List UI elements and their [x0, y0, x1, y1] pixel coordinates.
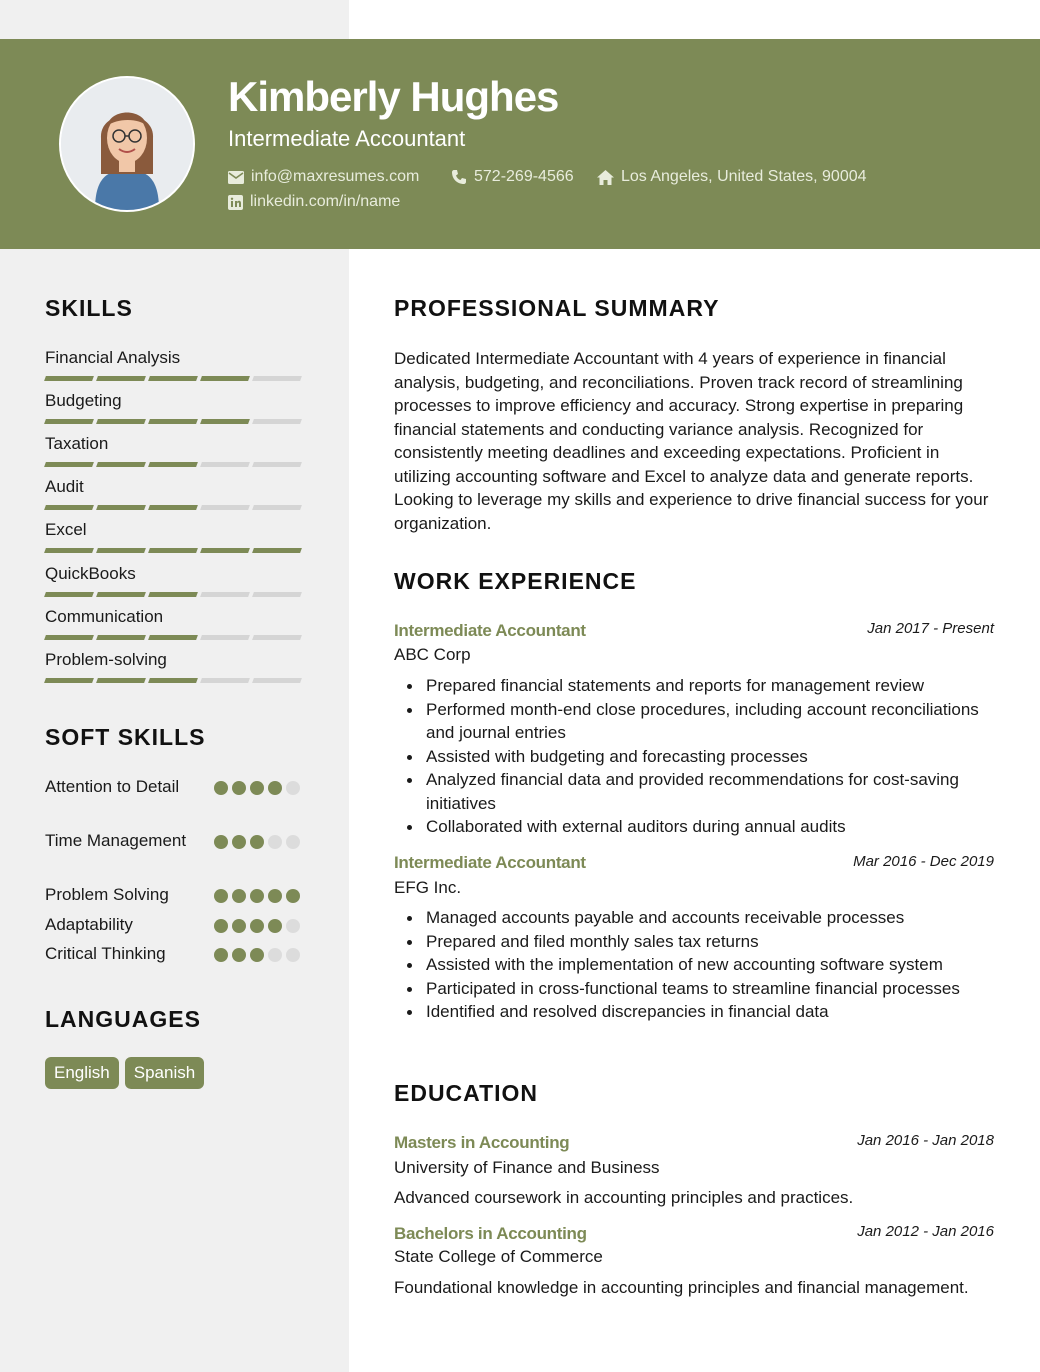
skill-level-segment-filled: [44, 635, 94, 640]
skills-heading: SKILLS: [45, 295, 133, 321]
skill-item: [45, 562, 302, 597]
rating-dot-filled: [268, 919, 282, 933]
skill-level-segment-empty: [252, 592, 302, 597]
skill-level-segment-filled: [44, 376, 94, 381]
skill-level-segment-filled: [44, 419, 94, 424]
skill-level-segment-empty: [200, 505, 250, 510]
edu-description: Advanced coursework in accounting principles and practices.: [394, 1188, 854, 1207]
job-dates: Jan 2017 - Present: [867, 620, 994, 637]
rating-dot-empty: [286, 835, 300, 849]
soft-skill-name: Adaptability: [45, 915, 133, 934]
skill-name: Budgeting: [45, 391, 122, 411]
job-role: Intermediate Accountant: [394, 621, 586, 640]
skill-level-segment-empty: [252, 376, 302, 381]
soft-skills-heading: SOFT SKILLS: [45, 724, 206, 750]
skill-item: [45, 648, 302, 683]
linkedin-icon: [228, 195, 243, 210]
edu-school: State College of Commerce: [394, 1247, 603, 1266]
skill-name: QuickBooks: [45, 563, 136, 583]
skill-level-bar: [45, 376, 302, 381]
skill-level-segment-filled: [148, 548, 198, 553]
job-company: ABC Corp: [394, 645, 471, 664]
phone-icon: [451, 169, 467, 185]
skill-name: Excel: [45, 520, 87, 540]
skill-level-segment-filled: [96, 678, 146, 683]
skill-name: Communication: [45, 606, 164, 626]
skill-level-segment-filled: [252, 548, 302, 553]
resume-header: [0, 39, 1040, 249]
skill-level-segment-filled: [44, 505, 94, 510]
skill-level-segment-empty: [252, 462, 302, 467]
edu-degree: Masters in Accounting: [394, 1133, 570, 1152]
skill-level-segment-filled: [96, 419, 146, 424]
edu-dates: Jan 2016 - Jan 2018: [857, 1132, 994, 1149]
linkedin-text: linkedin.com/in/name: [250, 193, 401, 210]
rating-dot-filled: [232, 889, 246, 903]
skill-level-segment-filled: [96, 592, 146, 597]
skill-level-bar: [45, 462, 302, 467]
candidate-title: Intermediate Accountant: [228, 126, 466, 151]
skill-level-bar: [45, 592, 302, 597]
rating-dot-filled: [214, 781, 228, 795]
skill-level-bar: [45, 505, 302, 510]
skill-name: Problem-solving: [45, 649, 167, 669]
home-icon: [597, 170, 614, 185]
skill-level-segment-filled: [96, 462, 146, 467]
job-bullet: Collaborated with external auditors during annual audits: [394, 815, 994, 839]
envelope-icon: [228, 171, 244, 184]
email-text: info@maxresumes.com: [251, 168, 420, 185]
rating-dot-empty: [286, 919, 300, 933]
skill-item: [45, 605, 302, 640]
soft-skill-rating: [214, 835, 300, 849]
rating-dot-filled: [250, 781, 264, 795]
skill-item: [45, 346, 302, 381]
skill-level-bar: [45, 419, 302, 424]
skill-level-segment-filled: [44, 462, 94, 467]
job-bullet: Identified and resolved discrepancies in financial data: [394, 1000, 994, 1024]
job-role: Intermediate Accountant: [394, 853, 586, 872]
skill-name: Financial Analysis: [45, 348, 181, 367]
soft-skill-name: Problem Solving: [45, 885, 169, 904]
rating-dot-filled: [250, 919, 264, 933]
language-badge: English: [45, 1057, 119, 1089]
rating-dot-filled: [232, 781, 246, 795]
soft-skill-rating: [214, 919, 300, 933]
skill-level-segment-filled: [148, 376, 198, 381]
candidate-name: Kimberly Hughes: [228, 73, 559, 120]
skill-level-segment-filled: [96, 376, 146, 381]
skill-level-segment-filled: [96, 505, 146, 510]
skill-level-bar: [45, 548, 302, 553]
rating-dot-filled: [250, 889, 264, 903]
rating-dot-filled: [214, 889, 228, 903]
phone-text: 572-269-4566: [474, 168, 574, 185]
job-bullets: [394, 674, 994, 839]
job-bullet: Performed month-end close procedures, including account reconciliations and journal entries: [394, 698, 994, 745]
skill-level-segment-filled: [148, 592, 198, 597]
skill-item: [45, 518, 302, 553]
location-text: Los Angeles, United States, 90004: [621, 168, 867, 185]
job-bullet: Prepared financial statements and reports for management review: [394, 674, 994, 698]
profile-photo: [59, 76, 195, 212]
soft-skill-rating: [214, 889, 300, 903]
skill-item: [45, 432, 302, 467]
soft-skill-rating: [214, 781, 300, 795]
skill-level-bar: [45, 635, 302, 640]
summary-text: Dedicated Intermediate Accountant with 4 years of experience in financial analysis, budgeting, and reconciliations. Proven track record of streamlining processes to improve efficiency and accuracy. Strong expertise in preparing financial statements and conducting variance analysis. Recognized for consistently meeting deadlines and exceeding expectations. Proficient in utilizing accounting software and Excel to analyze data and generate reports. Looking to leverage my skills and experience to drive financial success for your organization.: [394, 349, 989, 533]
contact-email[interactable]: [228, 168, 419, 186]
soft-skill-name: Attention to Detail: [45, 777, 180, 796]
rating-dot-filled: [232, 835, 246, 849]
skill-level-segment-filled: [44, 678, 94, 683]
skill-level-segment-empty: [252, 678, 302, 683]
skill-level-segment-filled: [148, 419, 198, 424]
skill-item: [45, 475, 302, 510]
contact-phone[interactable]: [451, 168, 574, 186]
soft-skill-name: Time Management: [45, 831, 187, 850]
languages-list: [45, 1057, 204, 1089]
experience-heading: WORK EXPERIENCE: [394, 568, 637, 594]
education-heading: EDUCATION: [394, 1080, 539, 1106]
job-bullet: Managed accounts payable and accounts receivable processes: [394, 906, 994, 930]
rating-dot-filled: [250, 948, 264, 962]
rating-dot-filled: [286, 889, 300, 903]
rating-dot-filled: [214, 948, 228, 962]
rating-dot-empty: [268, 948, 282, 962]
languages-heading: LANGUAGES: [45, 1006, 201, 1032]
edu-dates: Jan 2012 - Jan 2016: [857, 1223, 994, 1240]
skill-level-segment-filled: [200, 548, 250, 553]
skill-level-segment-empty: [252, 635, 302, 640]
job-bullet: Participated in cross-functional teams to streamline financial processes: [394, 977, 994, 1001]
skill-level-bar: [45, 678, 302, 683]
skill-level-segment-empty: [200, 635, 250, 640]
rating-dot-empty: [286, 781, 300, 795]
rating-dot-empty: [268, 835, 282, 849]
skill-level-segment-filled: [200, 376, 250, 381]
skill-level-segment-empty: [200, 592, 250, 597]
skill-level-segment-empty: [200, 678, 250, 683]
job-bullet: Assisted with budgeting and forecasting processes: [394, 745, 994, 769]
job-bullets: [394, 906, 994, 1024]
job-bullet: Prepared and filed monthly sales tax returns: [394, 930, 994, 954]
skill-level-segment-filled: [44, 548, 94, 553]
rating-dot-filled: [214, 835, 228, 849]
skill-level-segment-filled: [148, 635, 198, 640]
contact-location: [597, 168, 867, 186]
skill-level-segment-filled: [200, 419, 250, 424]
skill-name: Taxation: [45, 434, 109, 454]
skill-level-segment-filled: [96, 548, 146, 553]
skill-item: [45, 389, 302, 424]
soft-skill-name: Critical Thinking: [45, 944, 166, 963]
job-company: EFG Inc.: [394, 878, 462, 897]
edu-description: Foundational knowledge in accounting principles and financial management.: [394, 1278, 969, 1297]
rating-dot-filled: [268, 781, 282, 795]
skill-level-segment-filled: [96, 635, 146, 640]
summary-heading: PROFESSIONAL SUMMARY: [394, 295, 720, 321]
skill-level-segment-empty: [200, 462, 250, 467]
job-bullet: Assisted with the implementation of new accounting software system: [394, 953, 994, 977]
skill-level-segment-filled: [148, 462, 198, 467]
skill-level-segment-filled: [148, 505, 198, 510]
skill-level-segment-filled: [44, 592, 94, 597]
skill-level-segment-empty: [252, 419, 302, 424]
edu-degree: Bachelors in Accounting: [394, 1224, 587, 1243]
edu-school: University of Finance and Business: [394, 1158, 660, 1177]
rating-dot-filled: [214, 919, 228, 933]
job-bullet: Analyzed financial data and provided recommendations for cost-saving initiatives: [394, 768, 994, 815]
job-dates: Mar 2016 - Dec 2019: [853, 853, 994, 870]
rating-dot-filled: [232, 919, 246, 933]
contact-linkedin[interactable]: [228, 193, 400, 211]
soft-skill-rating: [214, 948, 300, 962]
skill-level-segment-empty: [252, 505, 302, 510]
skill-level-segment-filled: [148, 678, 198, 683]
rating-dot-filled: [250, 835, 264, 849]
rating-dot-empty: [286, 948, 300, 962]
language-badge: Spanish: [125, 1057, 204, 1089]
rating-dot-filled: [268, 889, 282, 903]
skill-name: Audit: [45, 477, 84, 497]
rating-dot-filled: [232, 948, 246, 962]
